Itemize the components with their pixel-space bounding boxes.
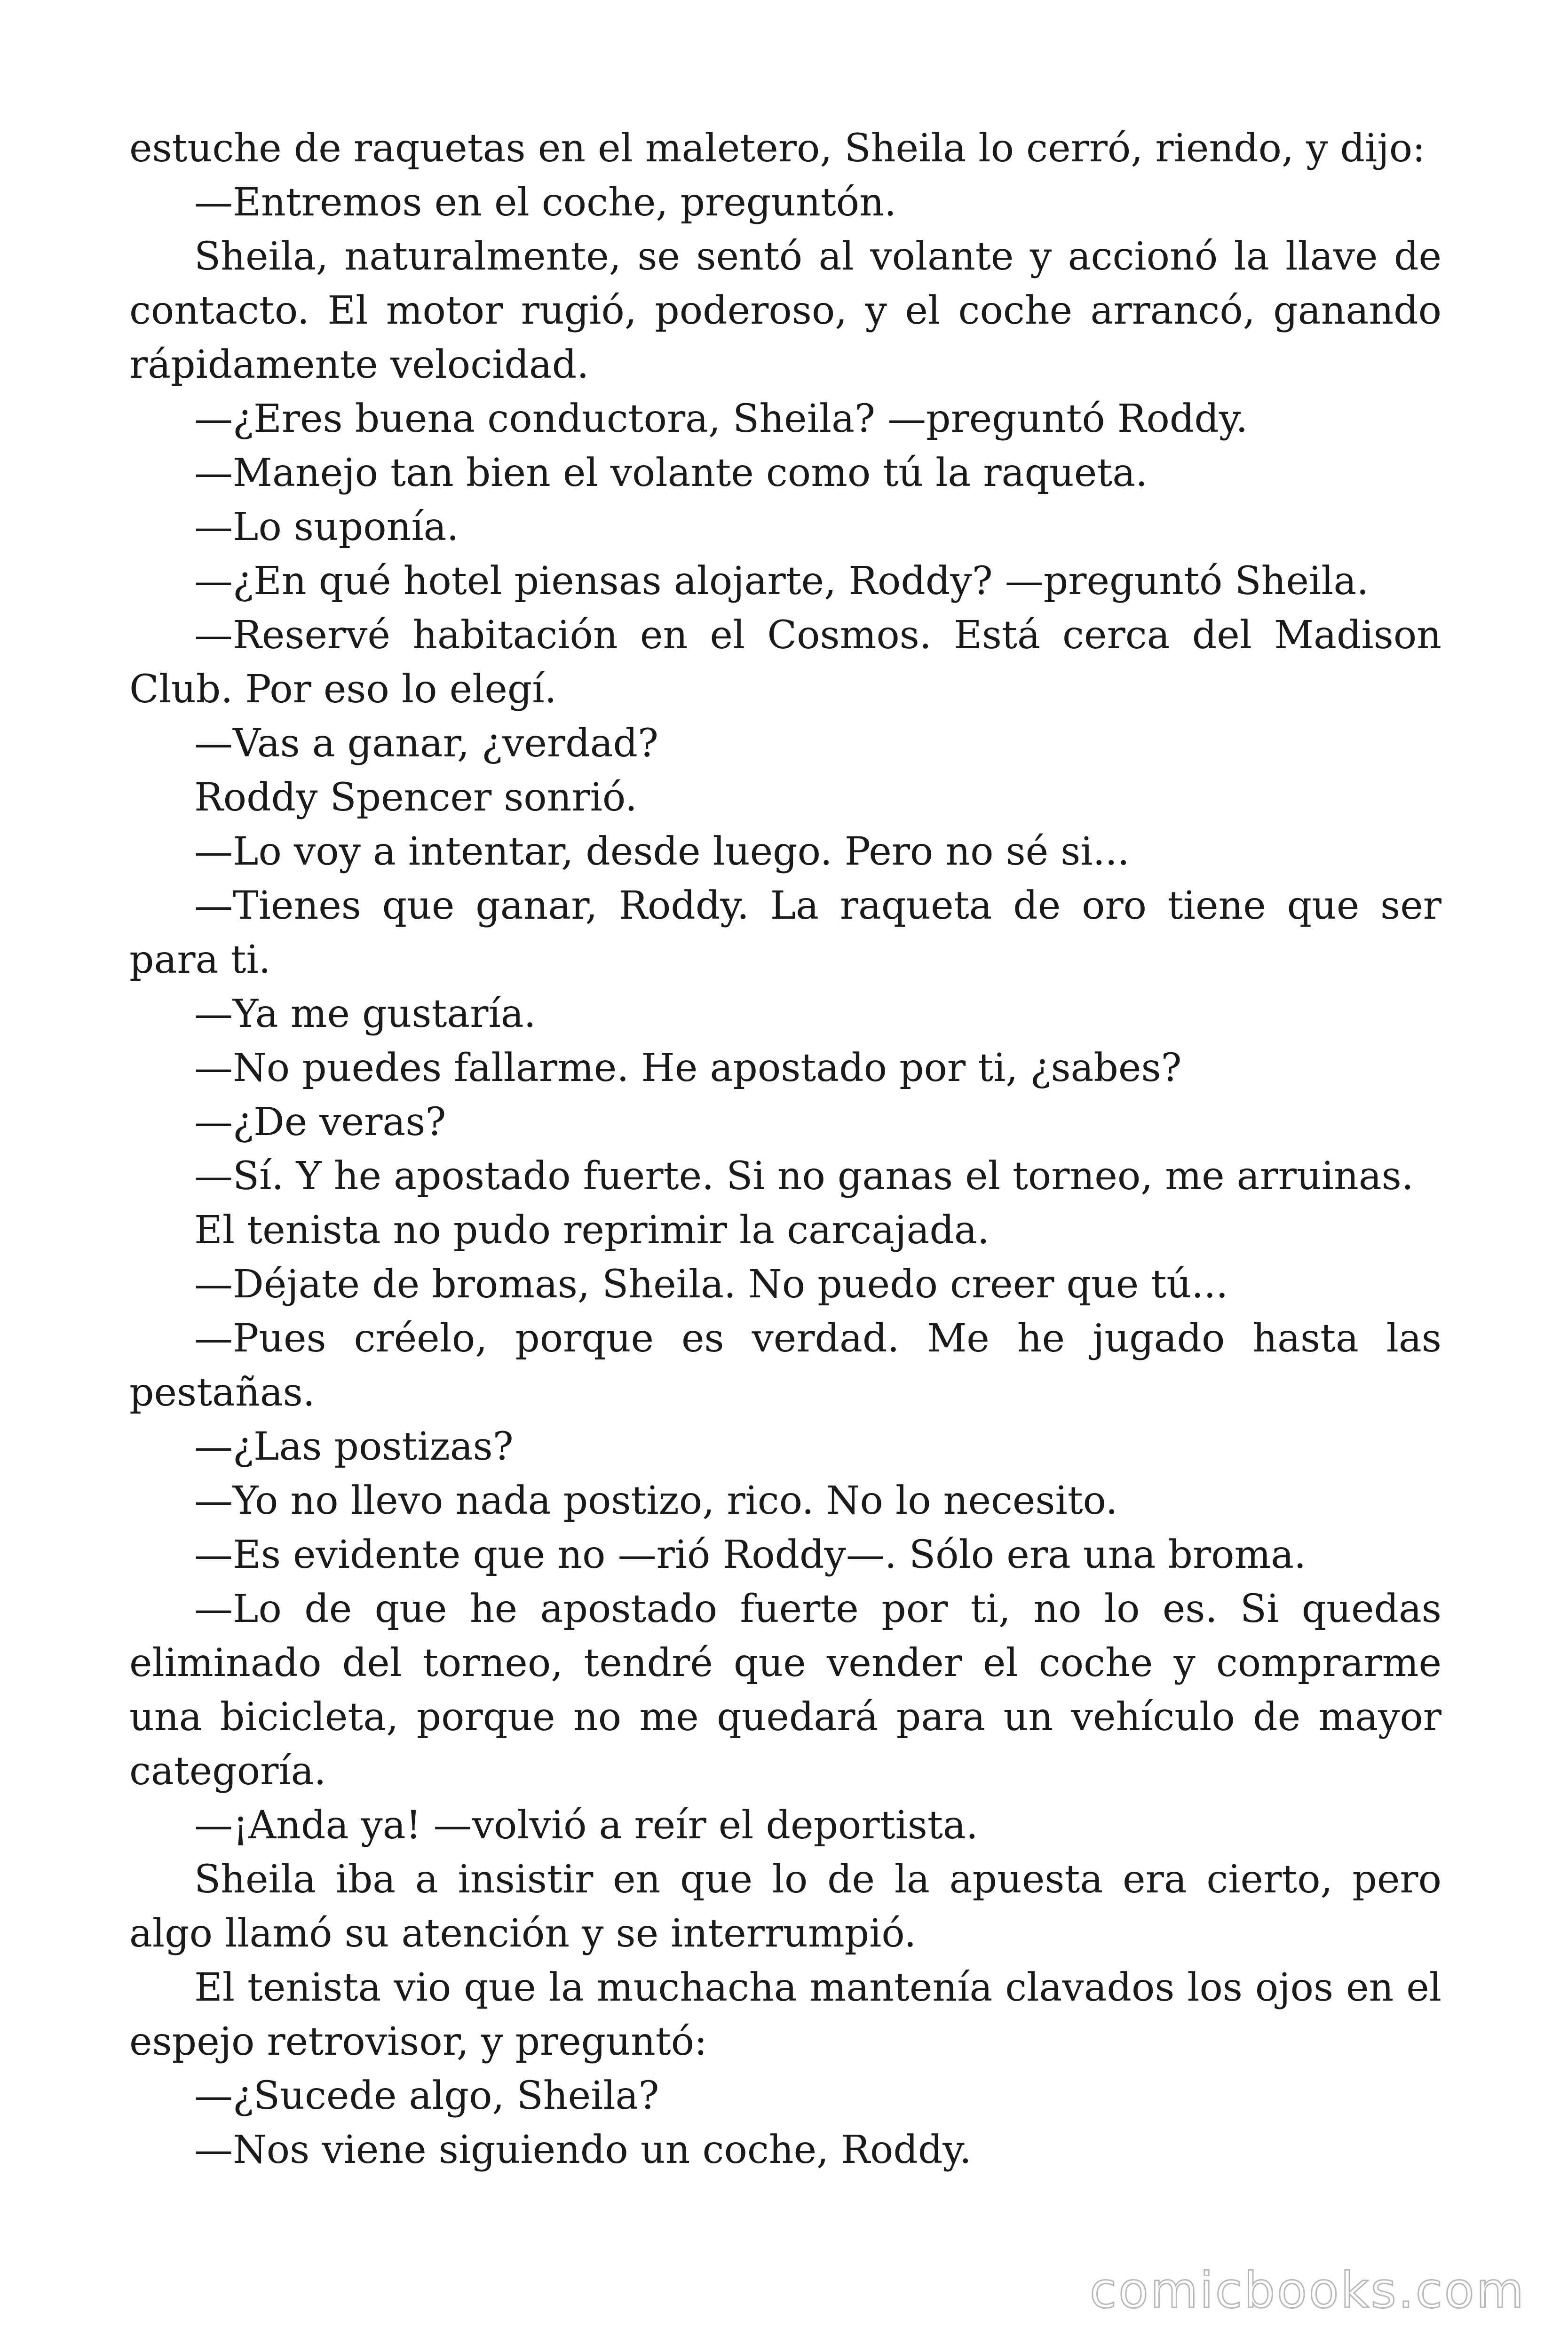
paragraph: —Manejo tan bien el volante como tú la raqueta.	[194, 451, 1148, 495]
paragraph: —Lo de que he apostado fuerte por ti, no lo es. Si quedas eliminado del torneo, tendré que vender el coche y comprarme una bicicleta, porque no me quedará para un vehículo de mayor categoría.	[129, 1587, 1441, 1794]
watermark-logo: comicbooks.com	[1089, 2262, 1526, 2319]
paragraph: Roddy Spencer sonrió.	[194, 775, 637, 820]
paragraph: —Vas a ganar, ¿verdad?	[194, 721, 658, 766]
paragraph: —¡Anda ya! —volvió a reír el deportista.	[194, 1803, 978, 1848]
paragraph: —Pues créelo, porque es verdad. Me he jugado hasta las pestañas.	[129, 1316, 1441, 1415]
paragraph: —Déjate de bromas, Sheila. No puedo creer que tú...	[194, 1262, 1228, 1307]
paragraph: —Ya me gustaría.	[194, 992, 536, 1036]
paragraph: —¿En qué hotel piensas alojarte, Roddy? —preguntó Sheila.	[194, 559, 1369, 604]
paragraph: Sheila, naturalmente, se sentó al volante y accionó la llave de contacto. El motor rugió, poderoso, y el coche arrancó, ganando rápidamente velocidad.	[129, 234, 1441, 387]
paragraph: —Es evidente que no —rió Roddy—. Sólo era una broma.	[194, 1533, 1307, 1577]
paragraph: —¿De veras?	[194, 1100, 446, 1144]
paragraph: —Lo voy a intentar, desde luego. Pero no sé si...	[194, 829, 1130, 874]
paragraph: —No puedes fallarme. He apostado por ti, ¿sabes?	[194, 1046, 1182, 1090]
paragraph: El tenista no pudo reprimir la carcajada.	[194, 1208, 990, 1253]
paragraph: —Reservé habitación en el Cosmos. Está cerca del Madison Club. Por eso lo elegí.	[129, 613, 1441, 712]
page-body-text	[129, 121, 1441, 2177]
paragraph: —Lo suponía.	[194, 505, 459, 549]
paragraph: —Nos viene siguiendo un coche, Roddy.	[194, 2128, 972, 2172]
paragraph: El tenista vio que la muchacha mantenía clavados los ojos en el espejo retrovisor, y preguntó:	[129, 1965, 1441, 2064]
paragraph: —¿Las postizas?	[194, 1424, 514, 1469]
paragraph: —Tienes que ganar, Roddy. La raqueta de oro tiene que ser para ti.	[129, 883, 1441, 982]
paragraph: estuche de raquetas en el maletero, Sheila lo cerró, riendo, y dijo:	[129, 126, 1425, 171]
paragraph: —¿Sucede algo, Sheila?	[194, 2074, 659, 2118]
paragraph: —Yo no llevo nada postizo, rico. No lo necesito.	[194, 1478, 1118, 1523]
paragraph: —Entremos en el coche, preguntón.	[194, 180, 897, 225]
paragraph: —¿Eres buena conductora, Sheila? —preguntó Roddy.	[194, 397, 1248, 441]
paragraph: Sheila iba a insistir en que lo de la apuesta era cierto, pero algo llamó su atención y se interrumpió.	[129, 1857, 1441, 1956]
paragraph: —Sí. Y he apostado fuerte. Si no ganas el torneo, me arruinas.	[194, 1154, 1414, 1199]
